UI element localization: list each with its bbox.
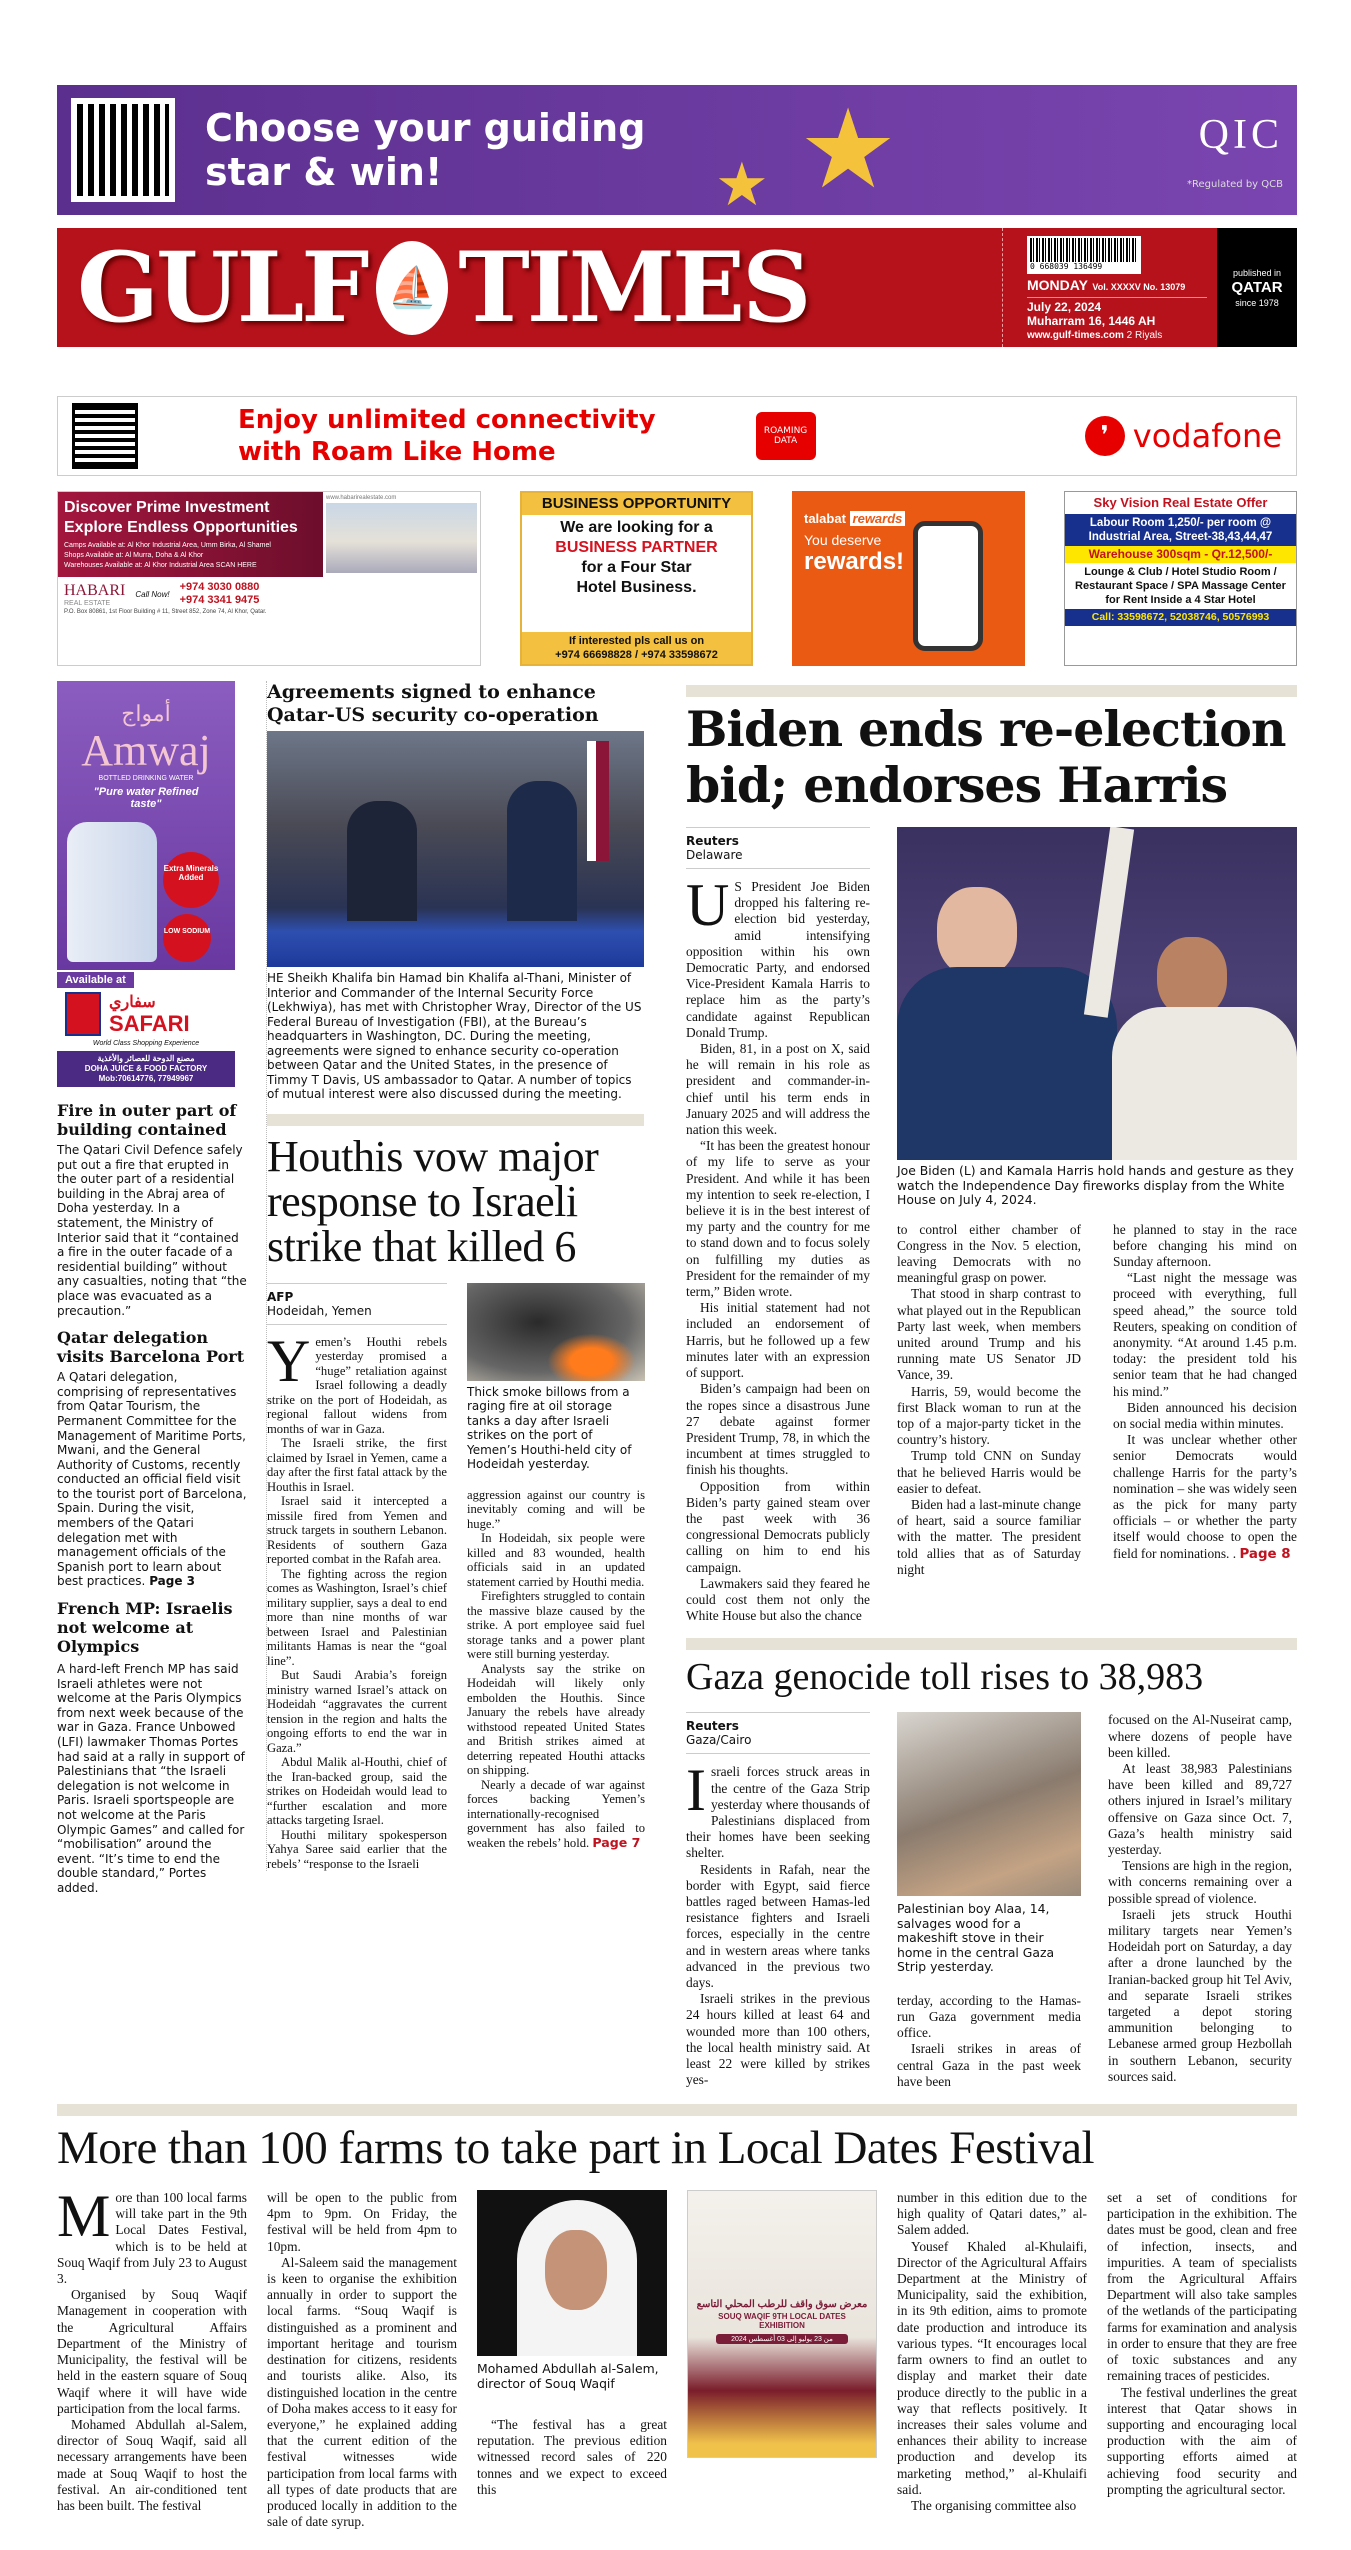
houthis-headline[interactable]: Houthis vow major response to Israeli strike that killed 6 — [267, 1131, 599, 1271]
agreements-headline[interactable]: Agreements signed to enhance Qatar-US security co-operation — [267, 681, 599, 726]
al-salem-photo — [477, 2190, 667, 2356]
fire-caption: Thick smoke billows from a raging fire at oil storage tanks a day after Israeli strikes on the port of Yemen’s Houthi-held city of Hodeidah yesterday. — [467, 1384, 632, 1471]
dates-body-col5: set a set of conditions for participation in the exhibition. The dates must be good, clean and free of infection, insects, and impurities. A team of specialists from the Agricultural Affairs Department will also take samples of the wetlands of the participating farms for examination and analysis in order to ensure that they are free of toxic substances and any remaining traces of pesticides. The festival underlines the great interest that Qatar shows in supporting and encouraging local production with the aim of supporting efforts aimed at achieving food security and prompting the agricultural sector. — [1107, 2190, 1297, 2497]
vodafone-line1: Enjoy unlimited connectivity — [238, 405, 656, 435]
dhow-logo: ⛵ — [376, 241, 448, 335]
barcode — [1027, 236, 1141, 274]
sky-vision-ad[interactable]: Sky Vision Real Estate Offer Labour Room 1,250/- per room @ Industrial Area, Street-38,43,44,47 Warehouse 300sqm - Qr.12,500/- Lounge & Club / Hotel Studio Room / Restaurant Space / SPA Massage Center for Rent Inside a 4 Star Hotel Call: 33598672, 52038746, 50576993 — [1064, 491, 1297, 666]
page-link[interactable]: Page 3 — [149, 1574, 196, 1589]
dateline: Delaware — [686, 848, 743, 862]
al-salem-caption: Mohamed Abdullah al-Salem, director of Souq Waqif — [477, 2361, 659, 2391]
roaming-data-badge: ROAMING DATA — [756, 412, 816, 460]
brief-item: French MP: Israelis not welcome at Olympics A hard-left French MP has said Israeli athletes were not welcome at the Paris Olympics from next week because of the war in Gaza. France Unbowed (LFI) lawmaker Thomas Portes had said at a rally in support of Palestinians that “the Israeli delegation is not welcome in Paris. Israeli sportspeople are not welcome at the Paris Olympic Games” and called for “mobilisation” around the event. “It’s time to end the double standard,” Portes added. — [57, 1599, 247, 1896]
agreements-story — [267, 681, 644, 1102]
price: 2 Riyals — [1126, 330, 1163, 341]
issue-day: MONDAY — [1027, 277, 1088, 293]
gaza-headline[interactable]: Gaza genocide toll rises to 38,983 — [686, 1656, 1204, 1699]
signing-photo — [267, 731, 644, 967]
issue-date: July 22, 2024 — [1027, 300, 1102, 314]
gaza-body-col2: terday, according to the Hamas-run Gaza government media office. Israeli strikes in areas of central Gaza in the past week have been — [897, 1992, 1081, 2089]
masthead-title-right: TIMES — [458, 230, 809, 344]
biden-headline[interactable]: Biden ends re-election bid; endorses Harris — [686, 700, 1286, 814]
issue-volume: Vol. XXXXV No. 13079 — [1092, 282, 1186, 292]
gaza-photo — [897, 1712, 1081, 1896]
qr-code — [72, 403, 138, 469]
talabat-ad[interactable]: talabat rewards You deserve rewards! — [792, 491, 1025, 666]
habari-ad[interactable]: Discover Prime Investment Explore Endless Opportunities Camps Available at: Al Khor Industrial Area, Umm Birka, Al Shamel Shops Available at: Al Murra, Doha & Al Khor Warehouses Available at: Al Khor Industrial Area SCAN HERE www.habarirealestate.com HABARI REAL ESTATE Call Now! +974 3030 0880 +974 3341 9475 P.O. Box 80861, 1st Floor Building # 11, Street 852, Zone 74, Al Khor, Qatar. — [57, 491, 481, 666]
masthead-title-left: GULF — [77, 230, 367, 344]
brief-title[interactable]: Fire in outer part of building contained — [57, 1101, 237, 1139]
brief-title[interactable]: French MP: Israelis not welcome at Olympics — [57, 1599, 233, 1657]
brief-item: Fire in outer part of building contained The Qatari Civil Defence safely put out a fire that erupted in the outer part of a residential building in the Abraj area of Doha yesterday. In a statement, the Ministry of Interior said that it “contained a fire in the outer facade of a residential building” without any casualties, noting that “the place was evacuated as a precaution.” — [57, 1101, 247, 1318]
agreements-caption: HE Sheikh Khalifa bin Hamad bin Khalifa al-Thani, Minister of Interior and Commander of the Internal Security Force (Lekhwiya), has met with Christopher Wray, Director of the US Federal Bureau of Investigation (FBI), at the Bureau’s headquarters in Washington, DC. During the meeting, agreements were signed to enhance security co-operation between Qatar and the United States, in the presence of Timmy T Davis, US ambassador to Qatar. A number of topics of mutual interest were also discussed during the meeting. — [267, 971, 642, 1101]
qic-note: *Regulated by QCB — [1186, 178, 1283, 190]
dates-exhibition-poster: معرض سوق واقف للرطب المحلي التاسع SOUQ WAQIF 9TH LOCAL DATES EXHIBITION من 23 يوليو إلى 03 أغسطس 2024 — [687, 2190, 877, 2458]
habari-title: Discover Prime Investment — [64, 499, 270, 516]
vodafone-brand: vodafone — [1132, 417, 1282, 455]
star-icon: ★ — [798, 89, 898, 211]
vodafone-line2: with Roam Like Home — [238, 437, 556, 467]
agency: AFP — [267, 1289, 294, 1304]
biden-harris-photo — [897, 827, 1297, 1160]
safari-logo — [65, 992, 101, 1036]
dates-body-col4: number in this edition due to the high quality of Qatari dates,” al-Salem added. Yousef Khaled al-Khulaifi, Director of the Agricultural Affairs Department at the Ministry of Municipality, said the exhibition, in its 9th edition, aims to promote date production and introduce its various types. “It encourages local farm owners to find an outlet to display and market their date produce directly to the public in a way that reflects positively. It increases their sales volume and enhances their ability to increase production and develop its marketing method,” al-Khulaifi said. The organising committee also — [897, 2190, 1087, 2513]
dates-body-col1: More than 100 local farms will take part in the 9th Local Dates Festival, which is to be held at Souq Waqif from July 23 to August 3. Organised by Souq Waqif Management in cooperation with the Agricultural Affairs Department of the Ministry of Municipality, the festival will be held in the eastern square of Souq Waqif where it will have wide participation from the local farms. Mohamed Abdullah al-Salem, director of Souq Waqif, said all necessary arrangements have been made at Souq Waqif to host the festival. An air-conditioned tent has been built. The festival — [57, 2183, 247, 2513]
gaza-body-col3: focused on the Al-Nuseirat camp, where dozens of people have been killed. At least 38,983 Palestinians have been killed and 89,727 others injured in Israel’s military offensive on Gaza since Oct. 7, Gaza’s health ministry said yesterday. Tensions are high in the region, with concerns remaining over a possible spread of violence. Israeli jets struck Houthi military targets near Yemen’s Hodeidah port on Saturday, a day after a drone launched by the Iranian-backed group hit Tel Aviv, and separate Israeli strikes targeted a depot storing ammunition belonging to Lebanese armed group Hezbollah in southern Lebanon, security sources said. — [1108, 1712, 1292, 2084]
amwaj-ad[interactable]: أمواج Amwaj BOTTLED DRINKING WATER "Pure water Refined taste" Extra Minerals Added LOW SODIUM Available at سفاري SAFARI World Class Shopping Experience مصنع الدوحة للعصائر والأغذية DOHA JUICE & FOOD FACTORY Mob:70614776, 77949967 — [57, 681, 235, 1087]
qic-logo: QIC — [1198, 111, 1283, 158]
briefs-column — [57, 1101, 247, 1896]
website-link[interactable]: www.gulf-times.com — [1027, 330, 1124, 341]
dates-body-col2: will be open to the public from 4pm to 9pm. On Friday, the festival will be held from 4pm to 10pm. Al-Saleem said the management is keen to organise the exhibition annually in order to support the local farms. “Souq Waqif is distinguished as a prominent and important heritage and tourism destination for citizens, residents and tourists alike. Also, its distinguished location in the centre of Doha makes access to it easy for everyone,” he explained adding that the current edition of the festival witnesses wide participation from local farms with all types of date products that are produced locally in addition to the sale of date syrup. — [267, 2190, 457, 2530]
habari-logo: HABARI — [64, 581, 126, 599]
vodafone-ad-banner[interactable] — [57, 396, 1297, 476]
fire-photo — [467, 1283, 645, 1381]
published-ribbon: published in QATAR since 1978 — [1217, 228, 1297, 347]
masthead — [57, 228, 1297, 347]
dates-body-col3: “The festival has a great reputation. The previous edition witnessed record sales of 220 tonnes and we expect to exceed this — [477, 2417, 667, 2497]
dateline: Hodeidah, Yemen — [267, 1303, 372, 1318]
biden-caption: Joe Biden (L) and Kamala Harris hold hands and gesture as they watch the Independence Day fireworks display from the White House on July 4, 2024. — [897, 1163, 1294, 1207]
water-bottles — [67, 822, 157, 962]
houthis-body-col2: aggression against our country is inevitably coming and will be huge.” In Hodeidah, six people were killed and 83 wounded, health officials said in an updated statement carried by Houthi media. Firefighters struggled to contain the massive blaze caused by the strike. A port employee said fuel storage tanks and a power plant were still burning yesterday. Analysts say the strike on Hodeidah will likely only embolden the Houthis. Since January the rebels have already withstood repeated United States and British strikes aimed at deterring repeated Houthi attacks on shipping. Nearly a decade of war against forces backing Yemen’s internationally-recognised government has also failed to weaken the rebels’ hold. Page 7 — [467, 1487, 645, 1850]
agency: Reuters — [686, 1719, 739, 1734]
brief-item: Qatar delegation visits Barcelona Port A Qatari delegation, comprising of representatives from Qatar Tourism, the Permanent Committee for the Management of Maritime Ports, Mwani, and the General Authority of Customs, recently conducted an official field visit to the tourist port of Barcelona, Spain. During the visit, members of the Qatari delegation met with management officials of the Spanish port to learn about best practices. Page 3 — [57, 1328, 247, 1589]
biden-body-col3: he planned to stay in the race before changing his mind on Sunday afternoon. “Last night the message was proceed with everything, full speed ahead,” the source told Reuters, speaking on condition of anonymity. “At around 1.45 p.m. today: the president told his senior team that he had changed his mind.” Biden announced his decision on social media within minutes. It was unclear whether other senior Democrats would challenge Harris for the party’s nomination – she was widely seen as the pick for many party officials – or whether the party itself would choose to open the field for nominations. . Page 8 — [1113, 1221, 1297, 1562]
page-link[interactable]: Page 7 — [592, 1834, 641, 1850]
dates-headline[interactable]: More than 100 farms to take part in Local Dates Festival — [57, 2122, 1095, 2175]
biden-body-col1: U S President Joe Biden dropped his faltering re-election bid yesterday, amid intensifying opposition within his own Democratic Party, and endorsed Vice-President Kamala Harris to replace him as the party’s candidate against Republican Donald Trump. Biden, 81, in a post on X, said he will remain in his role as president and commander-in-chief until his term ends in January 2025 and will address the nation this week. “It has been the greatest honour of my life to serve as your President. And while it has been my intention to seek re-election, I believe it is in the best interest of my party and the country for me to stand down and to focus solely on fulfilling my duties as President for the remainder of my term,” Biden wrote. His initial statement had not included an endorsement of Harris, but he followed up a few minutes later with an expression of support. Biden’s campaign had been on the ropes since a disastrous June 27 debate against former President Trump, 78, in which the incumbent at times struggled to finish his thoughts. Opposition from within Biden’s party gained steam over the past week with 36 congressional Democrats publicly calling on him to end his campaign. Lawmakers said they feared he could cost them not only the White House but also the chance — [686, 872, 870, 1624]
vodafone-logo-icon: ❜ — [1085, 416, 1125, 456]
gaza-body-col1: Israeli forces struck areas in the centre of the Gaza Strip yesterday where thousands of Palestinians displaced from their homes have been seeking shelter. Residents in Rafah, near the border with Egypt, said fierce battles raged between Hamas-led resistance fighters and Israeli forces, especially in the centre and in western areas where tanks advanced in the previous two days. Israeli strikes in the previous 24 hours killed at least 64 and wounded more than 100 others, the local health ministry said. At least 22 were killed by strikes yes- — [686, 1757, 870, 2088]
houthis-body-col1: Yemen’s Houthi rebels yesterday promised a “huge” retaliation against Israel following a deadly strike on the port of Hodeidah, as regional fallout widens from months of war in Gaza. The Israeli strike, the first claimed by Israel in Yemen, came a day after the first fatal attack by the Houthis in Israel. Israel said it intercepted a missile fired from Yemen and struck targets in southern Lebanon. Residents of southern Gaza reported combat in the Rafah area. The fighting across the region comes as Washington, Israel’s chief military supplier, says a deal to end more than nine months of war between Israel and Palestinian militants Hamas is near the “goal line”. But Saudi Arabia’s foreign ministry warned Israel’s attack on Hodeidah “aggravates the current tension in the region and halts the ongoing efforts to end the war in Gaza.” Abdul Malik al-Houthi, chief of the Iran-backed group, said the strikes on Hodeidah would lead to “further escalation and more attacks targeting Israel. Houthi military spokesperson Yahya Saree said earlier that the rebels’ “response to the Israeli — [267, 1327, 447, 1871]
biden-body-col2: to control either chamber of Congress in the Nov. 5 election, leaving Democrats with no meaningful grasp on power. That stood in sharp contrast to what played out in the Republican Party last week, when members united around Trump and his running mate US Senator JD Vance, 39. Harris, 59, would become the first Black woman to run at the top of a major-party ticket in the country’s history. Trump told CNN on Sunday that he believed Harris would be easier to defeat. Biden had a last-minute change of heart, said a source familiar with the matter. The president told allies that as of Saturday night — [897, 1221, 1081, 1577]
qr-code — [71, 98, 175, 202]
gaza-caption: Palestinian boy Alaa, 14, salvages wood for a makeshift stove in their home in the central Gaza Strip yesterday. — [897, 1901, 1055, 1975]
issue-hijri-date: Muharram 16, 1446 AH — [1027, 314, 1156, 328]
star-icon: ★ — [715, 152, 769, 218]
agency: Reuters — [686, 834, 739, 848]
habari-subtitle: Explore Endless Opportunities — [64, 519, 298, 536]
phone-image — [913, 521, 983, 651]
brief-title[interactable]: Qatar delegation visits Barcelona Port — [57, 1328, 245, 1367]
qic-ad-banner[interactable] — [57, 85, 1297, 218]
building-photos — [326, 503, 477, 573]
barcode-number: 0 668039 136499 — [1030, 262, 1103, 271]
qic-ad-text: Choose your guiding star & win! — [205, 106, 646, 194]
page-link[interactable]: Page 8 — [1239, 1546, 1291, 1562]
dateline: Gaza/Cairo — [686, 1733, 752, 1748]
business-opportunity-ad[interactable]: BUSINESS OPPORTUNITY We are looking for a BUSINESS PARTNER for a Four Star Hotel Business. If interested pls call us on +974 66698828 / +974 33598672 — [520, 491, 753, 666]
